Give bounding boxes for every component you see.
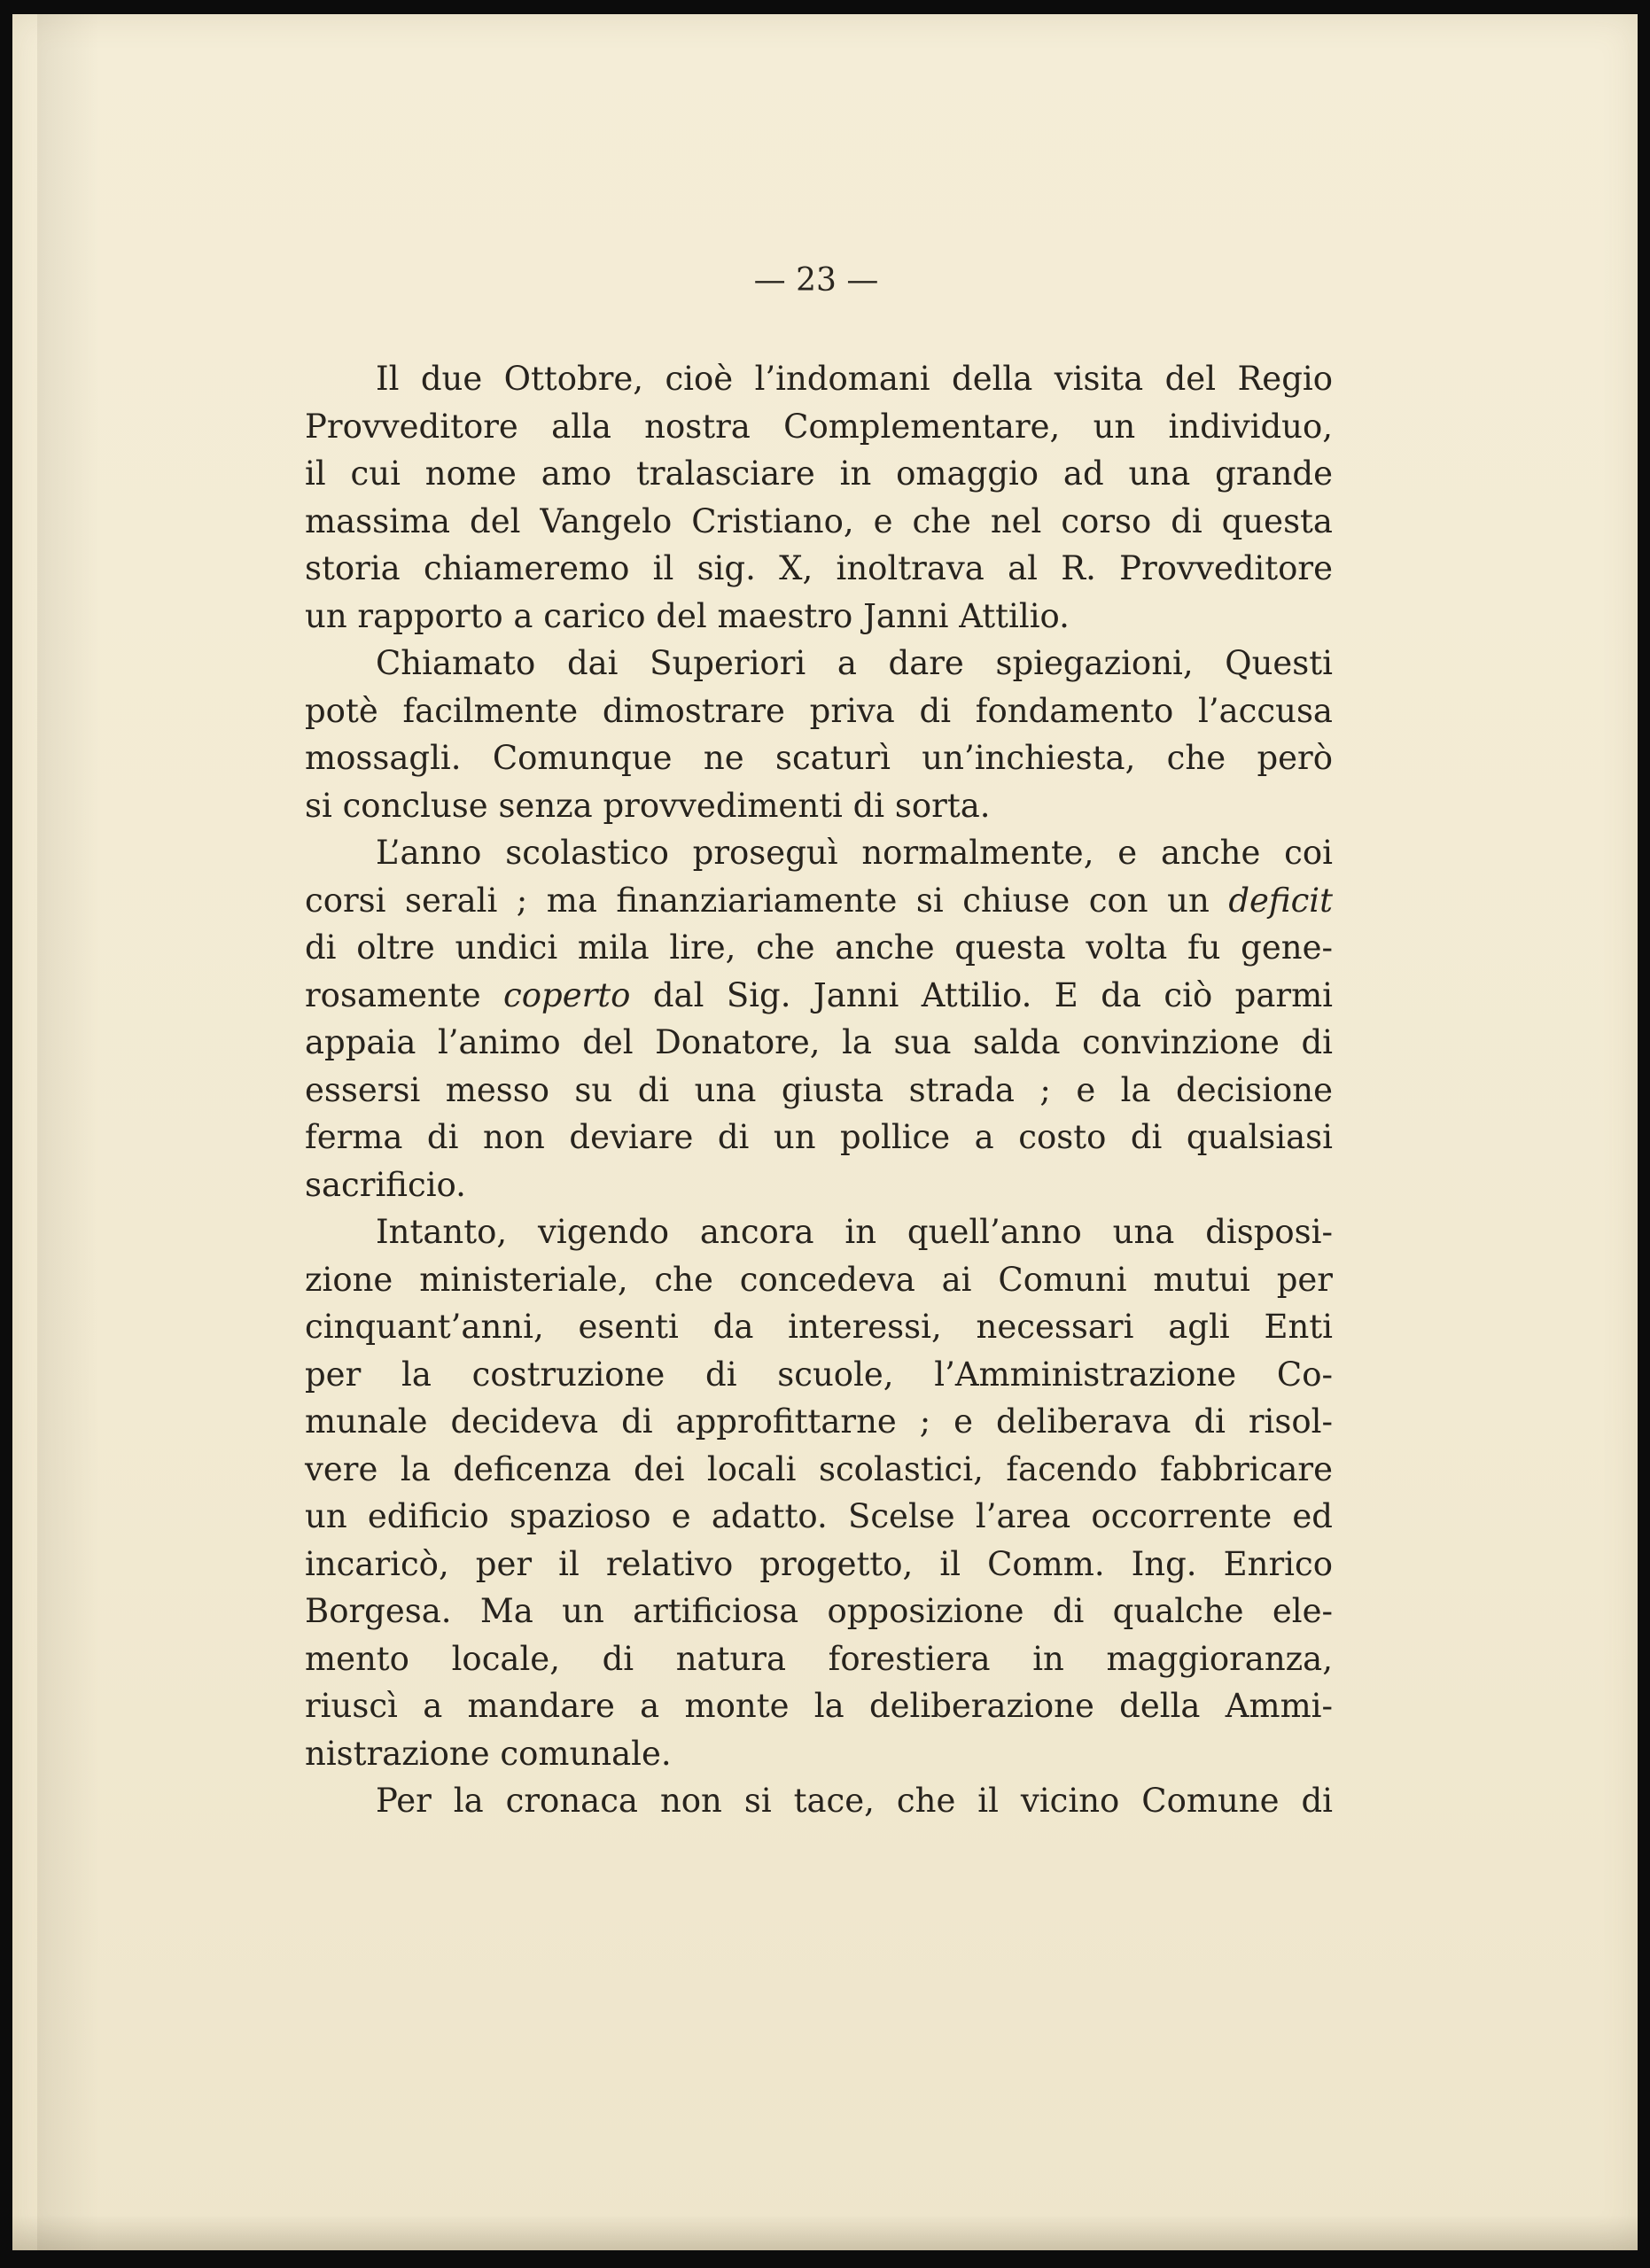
text-line: mento locale, di natura forestiera in maggioranza, bbox=[305, 1639, 1333, 1678]
text-line: potè facilmente dimostrare priva di fondamento l’accusa bbox=[305, 691, 1333, 730]
text-line: un rapporto a carico del maestro Janni Attilio. bbox=[305, 596, 1070, 635]
text-line: un edificio spazioso e adatto. Scelse l’area occorrente ed bbox=[305, 1497, 1333, 1535]
text-line: zione ministeriale, che concedeva ai Comuni mutui per bbox=[305, 1260, 1333, 1299]
text-line: Chiamato dai Superiori a dare spiegazioni, Questi bbox=[376, 644, 1333, 682]
text-line: per la costruzione di scuole, l’Amministrazione Co- bbox=[305, 1355, 1333, 1394]
text-line: riuscì a mandare a monte la deliberazione della Ammi- bbox=[305, 1687, 1333, 1725]
text-line: incaricò, per il relativo progetto, il Comm. Ing. Enrico bbox=[305, 1544, 1333, 1583]
page-bottom-shadow bbox=[12, 2215, 1638, 2250]
body-text bbox=[305, 355, 1333, 1825]
paragraph bbox=[305, 640, 1333, 829]
text-line: Per la cronaca non si tace, che il vicino Comune di bbox=[376, 1782, 1333, 1820]
text-line: il cui nome amo tralasciare in omaggio ad una grande bbox=[305, 454, 1333, 493]
paragraph bbox=[305, 829, 1333, 1208]
text-line: corsi serali ; ma finanziariamente si chiuse con un deficit bbox=[305, 881, 1333, 920]
paragraph bbox=[305, 1208, 1333, 1777]
paragraph bbox=[305, 1777, 1333, 1825]
text-line: Provveditore alla nostra Complementare, un individuo, bbox=[305, 407, 1333, 446]
book-page bbox=[12, 14, 1638, 2250]
text-line: storia chiameremo il sig. X, inoltrava al R. Provveditore bbox=[305, 549, 1333, 587]
italic-term: coperto bbox=[503, 975, 631, 1014]
text-line: Borgesa. Ma un artificiosa opposizione di qualche ele- bbox=[305, 1592, 1333, 1630]
text-line: L’anno scolastico proseguì normalmente, e anche coi bbox=[376, 834, 1333, 872]
text-line: cinquant’anni, esenti da interessi, necessari agli Enti bbox=[305, 1308, 1333, 1346]
italic-term: deficit bbox=[1228, 881, 1333, 920]
text-line: Il due Ottobre, cioè l’indomani della visita del Regio bbox=[376, 360, 1333, 398]
paragraph bbox=[305, 355, 1333, 640]
text-line: mossagli. Comunque ne scaturì un’inchiesta, che però bbox=[305, 739, 1333, 777]
text-line: massima del Vangelo Cristiano, e che nel corso di questa bbox=[305, 501, 1333, 540]
page-number: — 23 — bbox=[753, 262, 879, 299]
text-line: appaia l’animo del Donatore, la sua salda convinzione di bbox=[305, 1023, 1333, 1061]
text-line: rosamente coperto dal Sig. Janni Attilio. E da ciò parmi bbox=[305, 975, 1333, 1014]
text-line: di oltre undici mila lire, che anche questa volta fu gene- bbox=[305, 928, 1333, 967]
text-line: Intanto, vigendo ancora in quell’anno una disposi- bbox=[376, 1213, 1333, 1251]
text-line: vere la deficenza dei locali scolastici, facendo fabbricare bbox=[305, 1449, 1333, 1488]
text-line: si concluse senza provvedimenti di sorta. bbox=[305, 786, 991, 825]
text-line: essersi messo su di una giusta strada ; e la decisione bbox=[305, 1070, 1333, 1109]
text-line: sacrificio. bbox=[305, 1165, 466, 1204]
text-line: ferma di non deviare di un pollice a costo di qualsiasi bbox=[305, 1118, 1333, 1156]
text-line: munale decideva di approfittarne ; e deliberava di risol- bbox=[305, 1402, 1333, 1441]
text-line: nistrazione comunale. bbox=[305, 1734, 672, 1773]
page-edge-shadow bbox=[37, 14, 99, 2250]
